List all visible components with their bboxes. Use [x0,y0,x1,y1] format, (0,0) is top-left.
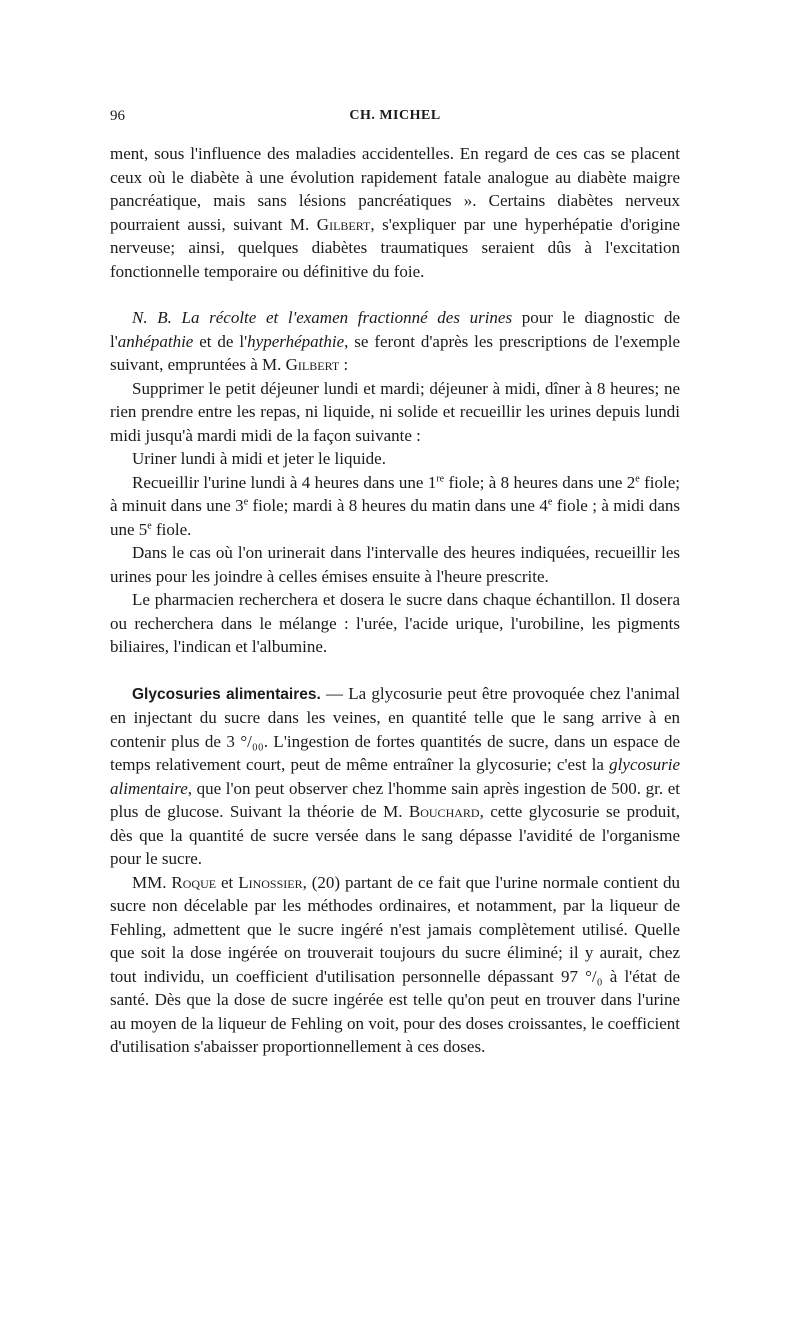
text-span: : [339,355,349,374]
text-span: , (20) partant de ce fait que l'urine normale contient du sucre non décelable par les méthodes ordinaires, et notamment, par la liqueur de Fehling, admettent que le sucre ingéré n'est jamais complètement utilisé. Quelle que soit la dose ingérée on trouverait toujours du sucre éliminé; il y aurait, chez tout individu, un coefficient d'utilisation personnelle dépassant 97 °/₀ à l'état de santé. Dès que la dose de sucre ingérée est telle qu'on peut en trouver dans l'urine au moyen de la liqueur de Fehling on voit, pour des doses croissantes, le coefficient d'utilisation s'abaisser proportionnellement à ces doses. [110,872,681,1056]
superscript: e [547,496,553,508]
text-span: fiole; à 8 heures dans une 2 [444,472,636,492]
text-span: — La glycosurie peut être provoquée chez l'animal en injectant du sucre dans les veines, en quantité telle que le sang arrive à en contenir plus de 3 °/₀₀. L'ingestion de fortes quantités de sucre, dans un espace de temps relativement court, peut de même entraîner la glycosurie; c'est la [110,683,680,774]
text-span: , s'expliquer par une hyperhépatie d'origine nerveuse; ainsi, quelques diabètes traumatiques seraient dûs à l'excitation fonctionnelle temporaire ou définitive du foie. [110,214,680,281]
author-name: Linossier [238,872,303,892]
page-header [110,108,680,130]
superscript: e [635,472,640,484]
italic-term: glycosurie alimentaire [110,755,680,798]
italic-term: anhépathie [117,331,194,351]
paragraph-roque-linossier [110,871,680,1059]
paragraph-glycosuries-alimentaires [110,682,680,871]
paragraph-pharmacien: Le pharmacien recherchera et dosera le sucre dans chaque échantillon. Il dosera ou recherchera dans le mélange : l'urée, l'acide urique, l'urobiline, les pigments biliaires, l'indican et l'albumine. [110,590,680,656]
superscript: re [436,472,445,484]
author-name: Bouchard [408,802,480,821]
text-span: fiole. [151,519,192,539]
text-span: fiole; mardi à 8 heures du matin dans une 4 [248,496,548,515]
text-span: Recueillir l'urine lundi à 4 heures dans une 1 [132,472,437,492]
paragraph-recueillir-fioles [110,471,680,542]
paragraph-intervalle: Dans le cas où l'on urinerait dans l'intervalle des heures indiquées, recueillir les urines pour les joindre à celles émises ensuite à l'heure prescrite. [110,543,680,586]
paragraph-diabetes-nerveux [110,142,680,283]
text-span: et [216,872,239,892]
text-span: pour le diagnostic de l' [110,308,681,351]
author-name: Gilbert [285,355,340,374]
superscript: e [147,519,152,531]
page-number: 96 [110,108,125,124]
paragraph-instructions-repas: Supprimer le petit déjeuner lundi et mardi; déjeuner à midi, dîner à 8 heures; ne rien prendre entre les repas, ni liquide, ni solide et recueillir les urines depuis lundi midi jusqu'à mardi midi de la façon suivante : [110,378,680,445]
author-name: Roque [171,872,217,892]
text-span: et de l' [193,331,248,351]
text-span: , se feront d'après les prescriptions de l'exemple suivant, empruntées à M. [110,331,680,374]
text-span: , que l'on peut observer chez l'homme sain après ingestion de 500. gr. et plus de glucose. Suivant la théorie de M. [110,778,680,821]
text-span: ment, sous l'influence des maladies accidentelles. En regard de ces cas se placent ceux où le diabète à une évolution rapidement fatale analogue au diabète maigre pancréatique, mais sans lésions pancréatiques ». Certains diabètes nerveux pourraient aussi, suivant M. [110,144,680,234]
text-span: fiole ; à midi dans une 5 [110,496,680,539]
text-span [172,308,182,327]
italic-term: hyperhépathie [247,331,345,351]
section-heading: Glycosuries alimentaires. [132,685,321,703]
running-head: CH. MICHEL [349,108,441,123]
body-text [110,142,680,1059]
author-name: Gilbert [316,214,371,234]
text-span: , cette glycosurie se produit, dès que la quantité de sucre versée dans le sang dépasse l'avidité de l'organisme pour le sucre. [110,802,680,868]
paragraph-uriner: Uriner lundi à midi et jeter le liquide. [132,449,386,468]
paragraph-nota-bene [110,306,680,377]
nota-bene-label: N. B. [132,308,172,327]
text-span: MM. [132,872,172,892]
superscript: e [243,496,249,508]
text-span: fiole; à minuit dans une 3 [110,472,680,515]
italic-phrase: La récolte et l'examen fractionné des urines [181,308,513,327]
